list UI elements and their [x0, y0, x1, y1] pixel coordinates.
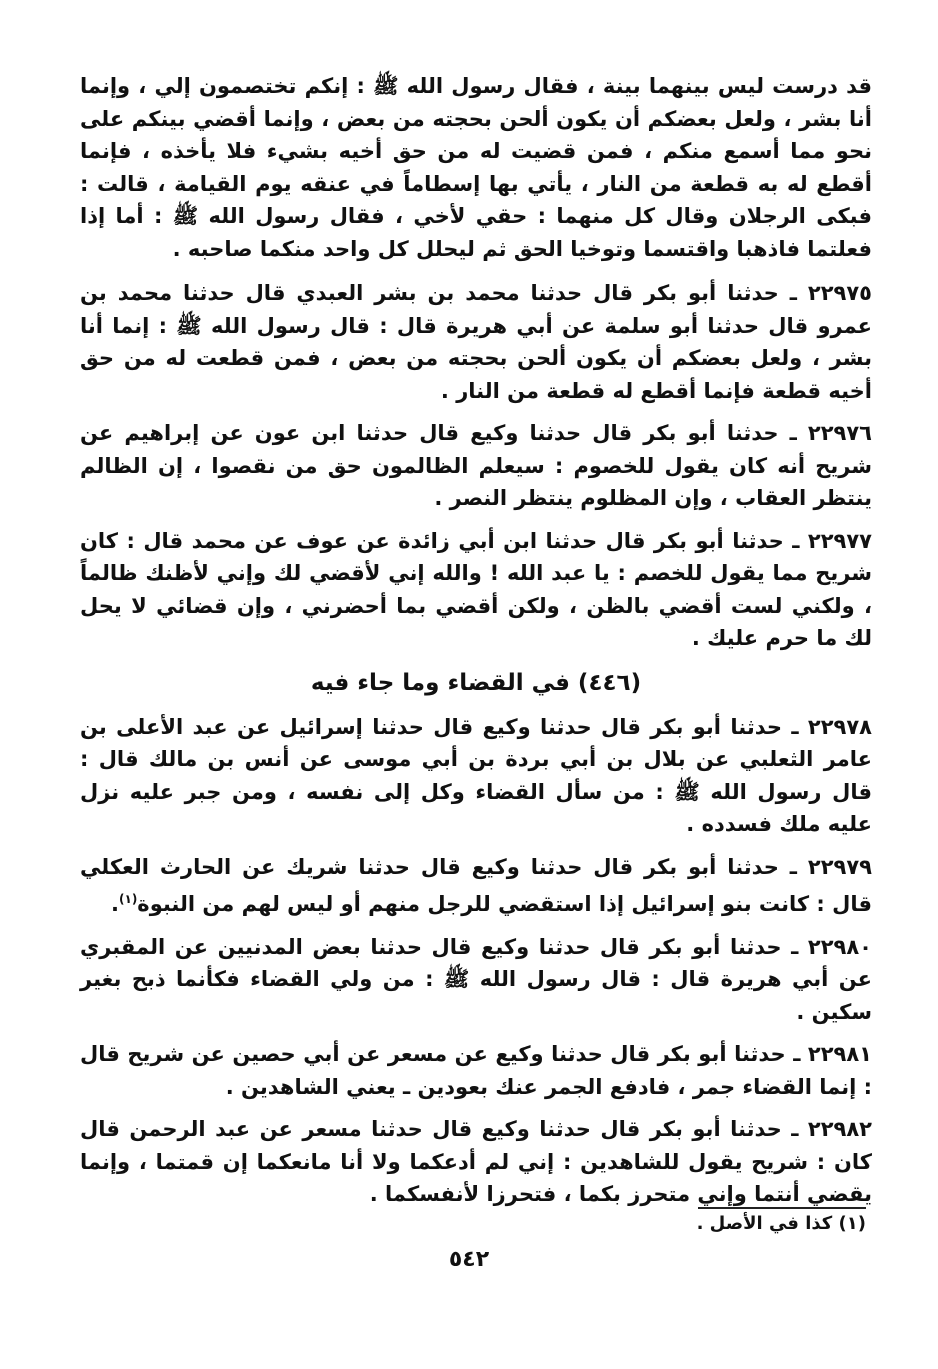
hadith-22977: ٢٢٩٧٧ ـ حدثنا أبو بكر قال حدثنا ابن أبي زائدة عن عوف عن محمد قال : كان شريح مما يقول للخصم : يا عبد الله ! والله إني لأقضي لك وإني لأظنك ظالماً ، ولكني لست أقضي بالظن ، ولكن أقضي بما أحضرني ، وإن قضائي لا يحل لك ما حرم عليك . — [80, 528, 872, 650]
hadith-22975: ٢٢٩٧٥ ـ حدثنا أبو بكر قال حدثنا محمد بن بشر العبدي قال حدثنا محمد بن عمرو قال حدثنا أبو سلمة عن أبي هريرة قال : قال رسول الله ﷺ : إنما أنا بشر ، ولعل بعضكم أن يكون ألحن بحجته من بعض ، فمن قطعت له من حق أخيه قطعة فإنما أقطع له قطعة من النار . — [80, 281, 872, 403]
main-text — [80, 70, 872, 1221]
hadith-22976: ٢٢٩٧٦ ـ حدثنا أبو بكر قال حدثنا وكيع قال حدثنا ابن عون عن إبراهيم عن شريح أنه كان يقول للخصوم : سيعلم الظالمون حق من نقصوا ، إن الظالم ينتظر العقاب ، وإن المظلوم ينتظر النصر . — [80, 421, 872, 510]
footnote-marker: (١) — [119, 892, 138, 906]
hadith-22980: ٢٢٩٨٠ ـ حدثنا أبو بكر قال حدثنا وكيع قال حدثنا بعض المدنيين عن المقبري عن أبي هريرة قال : قال رسول الله ﷺ : من ولي القضاء فكأنما ذبح بغير سكين . — [80, 934, 872, 1024]
section-heading: (٤٤٦) في القضاء وما جاء فيه — [310, 669, 642, 696]
hadith-22979-end: . — [111, 892, 119, 916]
hadith-22979 — [80, 851, 872, 921]
paragraph-continuation: قد درست ليس بينهما بينة ، فقال رسول الله ﷺ : إنكم تختصمون إلي ، وإنما أنا بشر ، ولعل بعضكم أن يكون ألحن بحجته من بعض ، وإنما أقضي بينكم على نحو مما أسمع منكم ، فمن قضيت له من حق أخيه بشيء فلا يأخذه ، فإنما أقطع له به قطعة من النار ، يأتي بها إسطاماً في عنقه يوم القيامة ، قالت : فبكى الرجلان وقال كل منهما : حقي لأخي ، فقال رسول الله ﷺ : أما إذا فعلتما فاذهبا واقتسما وتوخيا الحق ثم ليحلل كل واحد منكما صاحبه . — [80, 74, 872, 261]
hadith-22981: ٢٢٩٨١ ـ حدثنا أبو بكر قال حدثنا وكيع عن مسعر عن أبي حصين عن شريح قال : إنما القضاء جمر ، فادفع الجمر عنك بعودين ـ يعني الشاهدين . — [80, 1042, 872, 1099]
hadith-22978: ٢٢٩٧٨ ـ حدثنا أبو بكر قال حدثنا وكيع قال حدثنا إسرائيل عن عبد الأعلى بن عامر الثعلبي عن بلال بن أبي بردة بن أبي موسى عن أنس بن مالك قال : قال رسول الله ﷺ : من سأل القضاء وكل إلى نفسه ، ومن جبر عليه نزل عليه ملك فسدده . — [80, 714, 872, 836]
hadith-22982: ٢٢٩٨٢ ـ حدثنا أبو بكر قال حدثنا وكيع قال حدثنا مسعر عن عبد الرحمن قال كان : شريح يقول للشاهدين : إني لم أدعكما ولا أنا مانعكما إن قمتما ، وإنما يقضي أنتما وإني متحرز بكما ، فتحرزا لأنفسكما . — [80, 1117, 872, 1206]
footnote-divider — [698, 1207, 866, 1209]
hadith-22979-text: ٢٢٩٧٩ ـ حدثنا أبو بكر قال حدثنا وكيع قال حدثنا شريك عن الحارث العكلي قال : كانت بنو إسرائيل إذا استقضي للرجل منهم أو ليس لهم من النبوة — [80, 854, 872, 916]
page-number: ٥٤٢ — [448, 1247, 490, 1272]
footnote: (١) كذا في الأصل . — [696, 1213, 866, 1234]
